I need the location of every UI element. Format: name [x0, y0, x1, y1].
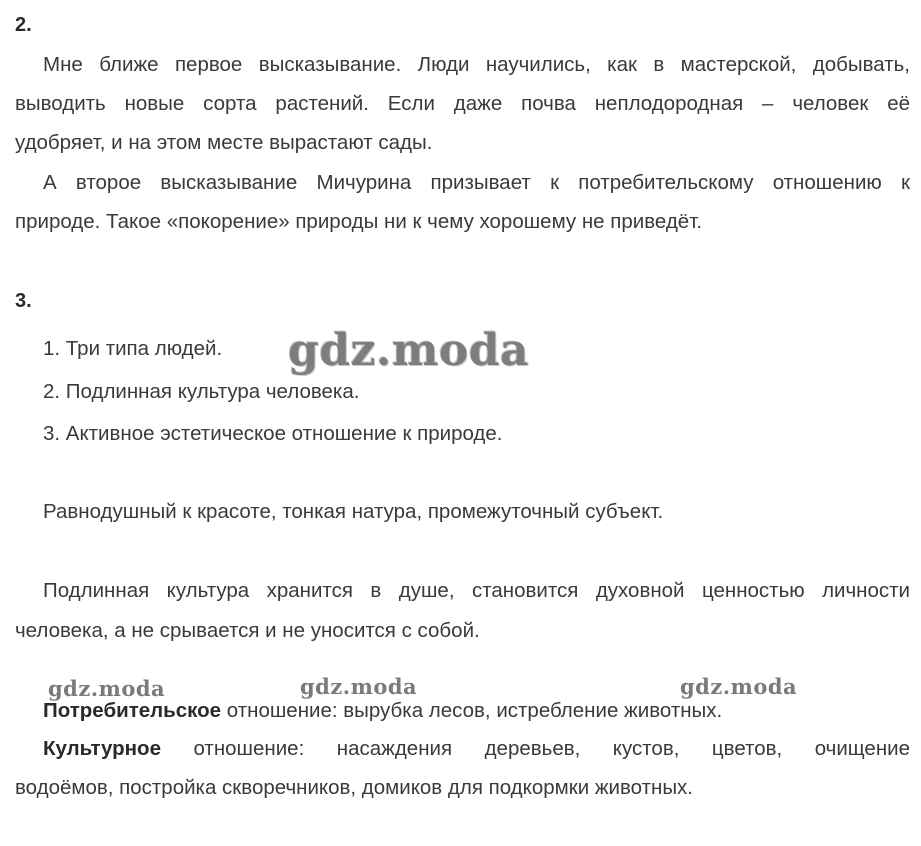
consumer-relation-line	[43, 699, 722, 723]
list-item: 1. Три типа людей.	[43, 337, 223, 360]
task-number-2: 2.	[15, 14, 32, 36]
task-number-3: 3.	[15, 290, 32, 312]
types-line: Равнодушный к красоте, тонкая натура, промежуточный субъект.	[43, 500, 664, 523]
consumer-text: отношение: вырубка лесов, истребление животных.	[221, 699, 723, 722]
list-item: 3. Активное эстетическое отношение к природе.	[43, 422, 503, 445]
task2-paragraph1-line3: удобряет, и на этом месте вырастают сады.	[15, 131, 433, 154]
list-item: 2. Подлинная культура человека.	[43, 380, 360, 403]
task2-paragraph2-line2: природе. Такое «покорение» природы ни к чему хорошему не приведёт.	[15, 210, 703, 233]
task2-paragraph1-line1: Мне ближе первое высказывание. Люди научились, как в мастерской, добывать,	[43, 53, 910, 76]
task2-paragraph1-line2: выводить новые сорта растений. Если даже почва неплодородная – человек её	[15, 92, 910, 115]
task2-paragraph2-line1: А второе высказывание Мичурина призывает к потребительскому отношению к	[43, 171, 910, 194]
watermark-logo: gdz.moda	[680, 674, 798, 699]
cultural-label: Культурное	[43, 737, 161, 760]
culture-line2: человека, а не срывается и не уносится с собой.	[15, 619, 480, 642]
cultural-relation-line2: водоёмов, постройка скворечников, домиков для подкормки животных.	[15, 776, 694, 799]
consumer-label: Потребительское	[43, 699, 222, 722]
watermark-logo: gdz.moda	[48, 676, 166, 701]
watermark-logo: gdz.moda	[288, 325, 530, 376]
culture-line1: Подлинная культура хранится в душе, становится духовной ценностью личности	[43, 579, 910, 602]
watermark-logo: gdz.moda	[300, 674, 418, 699]
cultural-text: отношение: насаждения деревьев, кустов, цветов, очищение	[160, 737, 910, 760]
cultural-relation-line1	[43, 737, 910, 761]
